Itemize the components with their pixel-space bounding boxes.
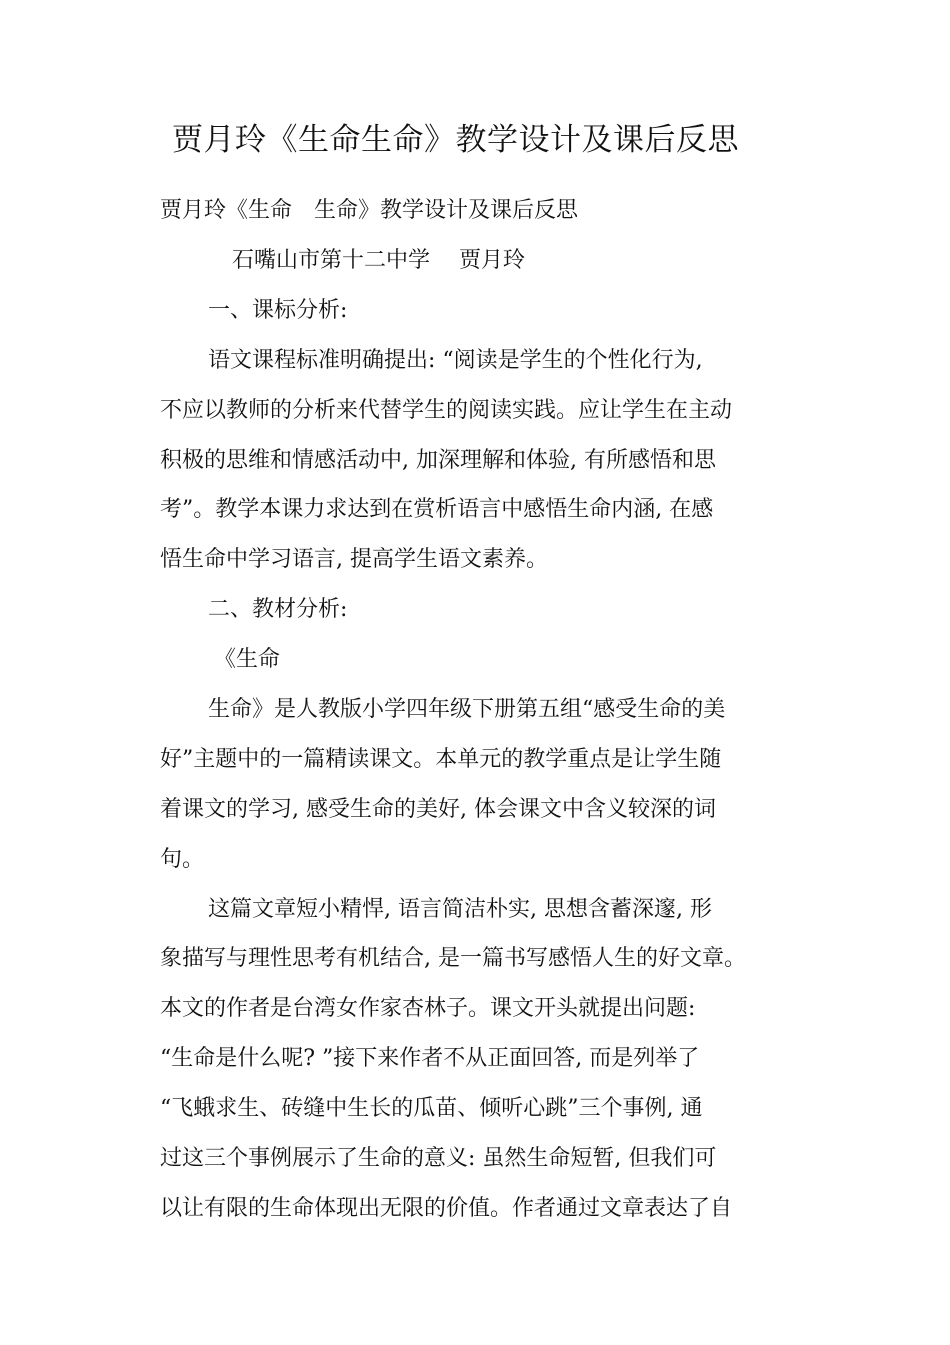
body-line: 句。 <box>160 847 205 872</box>
body-line: 积极的思维和情感活动中, 加深理解和体验, 有所感悟和思 <box>160 448 716 473</box>
body-line-subtitle: 贾月玲《生命 生命》教学设计及课后反思 <box>160 198 579 223</box>
body-line: 生命》是人教版小学四年级下册第五组“感受生命的美 <box>208 697 726 722</box>
section-heading-1: 一、课标分析: <box>208 298 348 323</box>
body-line: 不应以教师的分析来代替学生的阅读实践。应让学生在主动 <box>160 398 733 423</box>
section-heading-2: 二、教材分析: <box>208 597 348 622</box>
body-line: “生命是什么呢? ”接下来作者不从正面回答, 而是列举了 <box>160 1046 700 1071</box>
body-line: 本文的作者是台湾女作家杏林子。课文开头就提出问题: <box>160 996 696 1021</box>
body-line: 考”。教学本课力求达到在赏析语言中感悟生命内涵, 在感 <box>160 497 714 522</box>
body-line: 好”主题中的一篇精读课文。本单元的教学重点是让学生随 <box>160 747 722 772</box>
body-line: “飞蛾求生、砖缝中生长的瓜苗、倾听心跳”三个事例, 通 <box>160 1096 703 1121</box>
body-line: 象描写与理性思考有机结合, 是一篇书写感悟人生的好文章。 <box>160 946 746 971</box>
body-line: 过这三个事例展示了生命的意义: 虽然生命短暂, 但我们可 <box>160 1146 717 1171</box>
body-line: 悟生命中学习语言, 提高学生语文素养。 <box>160 547 548 572</box>
body-line: 《生命 <box>214 647 281 672</box>
body-line: 语文课程标准明确提出: “阅读是学生的个性化行为, <box>208 348 703 373</box>
body-line-author: 石嘴山市第十二中学 贾月玲 <box>232 248 525 273</box>
body-line: 以让有限的生命体现出无限的价值。作者通过文章表达了自 <box>160 1196 733 1221</box>
document-title: 贾月玲《生命生命》教学设计及课后反思 <box>172 122 739 158</box>
body-line: 这篇文章短小精悍, 语言简洁朴实, 思想含蓄深邃, 形 <box>208 897 712 922</box>
body-line: 着课文的学习, 感受生命的美好, 体会课文中含义较深的词 <box>160 797 716 822</box>
